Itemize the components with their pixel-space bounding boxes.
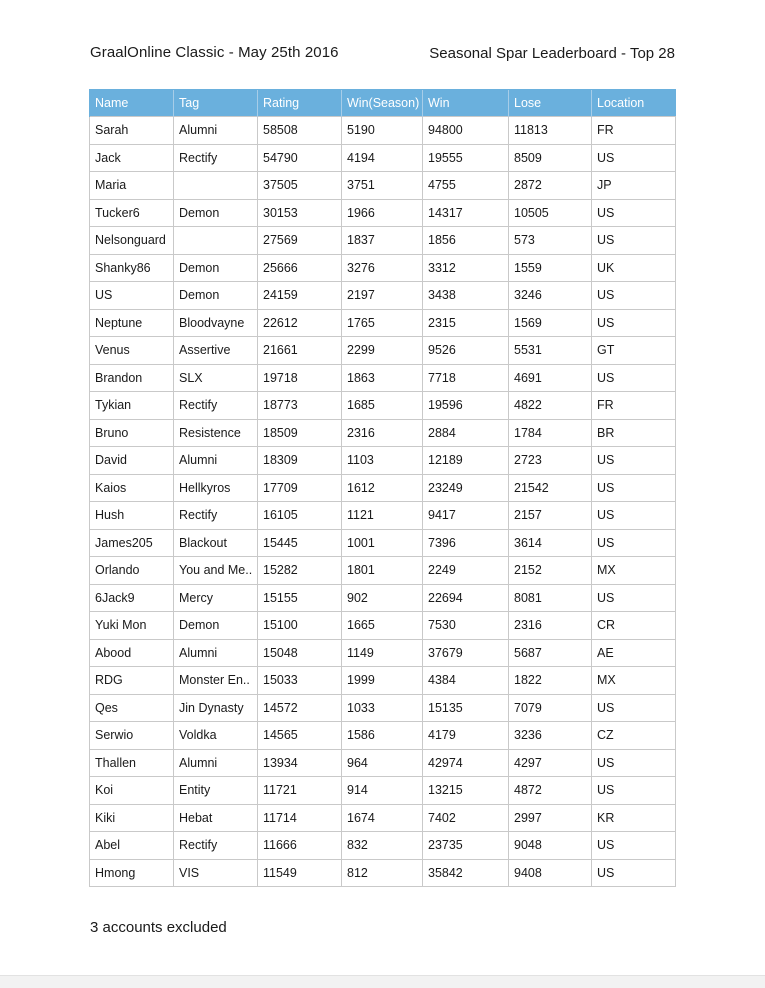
cell-location: US (592, 694, 676, 722)
cell-win: 7718 (423, 364, 509, 392)
cell-tag: Demon (174, 282, 258, 310)
table-row (90, 749, 676, 777)
cell-tag: Jin Dynasty (174, 694, 258, 722)
cell-rating: 17709 (258, 474, 342, 502)
cell-win: 4179 (423, 722, 509, 750)
column-header-tag: Tag (174, 90, 258, 117)
cell-location: US (592, 447, 676, 475)
table-row (90, 144, 676, 172)
table-row (90, 584, 676, 612)
cell-tag: Demon (174, 612, 258, 640)
cell-lose: 9408 (509, 859, 592, 887)
table-row (90, 282, 676, 310)
cell-lose: 8509 (509, 144, 592, 172)
cell-tag: Demon (174, 254, 258, 282)
cell-lose: 3236 (509, 722, 592, 750)
cell-location: US (592, 584, 676, 612)
cell-rating: 54790 (258, 144, 342, 172)
cell-win: 3438 (423, 282, 509, 310)
cell-name: Jack (90, 144, 174, 172)
table-row (90, 694, 676, 722)
cell-tag: SLX (174, 364, 258, 392)
cell-tag: Rectify (174, 392, 258, 420)
cell-rating: 22612 (258, 309, 342, 337)
cell-win: 7402 (423, 804, 509, 832)
cell-lose: 1559 (509, 254, 592, 282)
cell-rating: 30153 (258, 199, 342, 227)
cell-lose: 7079 (509, 694, 592, 722)
table-body (90, 117, 676, 887)
cell-win: 23249 (423, 474, 509, 502)
cell-name: 6Jack9 (90, 584, 174, 612)
cell-name: Hmong (90, 859, 174, 887)
table-row (90, 557, 676, 585)
cell-tag: Alumni (174, 749, 258, 777)
cell-win: 12189 (423, 447, 509, 475)
cell-location: US (592, 749, 676, 777)
cell-rating: 11549 (258, 859, 342, 887)
table-row (90, 254, 676, 282)
cell-win-season: 1121 (342, 502, 423, 530)
cell-lose: 2723 (509, 447, 592, 475)
cell-tag: Rectify (174, 832, 258, 860)
cell-lose: 21542 (509, 474, 592, 502)
cell-rating: 16105 (258, 502, 342, 530)
table-row (90, 722, 676, 750)
cell-location: US (592, 777, 676, 805)
cell-name: Hush (90, 502, 174, 530)
cell-win: 22694 (423, 584, 509, 612)
table-row (90, 777, 676, 805)
cell-win: 14317 (423, 199, 509, 227)
cell-name: Kaios (90, 474, 174, 502)
cell-win: 15135 (423, 694, 509, 722)
cell-win: 9417 (423, 502, 509, 530)
cell-tag: Bloodvayne (174, 309, 258, 337)
cell-name: James205 (90, 529, 174, 557)
cell-tag: Alumni (174, 639, 258, 667)
cell-tag (174, 172, 258, 200)
cell-name: Nelsonguard (90, 227, 174, 255)
cell-location: MX (592, 667, 676, 695)
cell-location: FR (592, 392, 676, 420)
cell-win: 7396 (423, 529, 509, 557)
cell-lose: 1784 (509, 419, 592, 447)
table-header-row (90, 90, 676, 117)
cell-name: Tykian (90, 392, 174, 420)
cell-location: US (592, 227, 676, 255)
cell-location: US (592, 364, 676, 392)
cell-win: 94800 (423, 117, 509, 145)
cell-name: Venus (90, 337, 174, 365)
cell-win-season: 5190 (342, 117, 423, 145)
cell-win-season: 1612 (342, 474, 423, 502)
cell-tag: Hellkyros (174, 474, 258, 502)
cell-tag: Demon (174, 199, 258, 227)
cell-rating: 21661 (258, 337, 342, 365)
cell-win-season: 1765 (342, 309, 423, 337)
cell-win-season: 1863 (342, 364, 423, 392)
cell-win-season: 1999 (342, 667, 423, 695)
table-row (90, 227, 676, 255)
cell-rating: 11714 (258, 804, 342, 832)
cell-name: Orlando (90, 557, 174, 585)
cell-location: UK (592, 254, 676, 282)
cell-name: Qes (90, 694, 174, 722)
cell-lose: 4691 (509, 364, 592, 392)
viewer-bottom-bar (0, 975, 765, 988)
table-row (90, 639, 676, 667)
column-header-lose: Lose (509, 90, 592, 117)
cell-name: Koi (90, 777, 174, 805)
cell-lose: 2157 (509, 502, 592, 530)
cell-lose: 9048 (509, 832, 592, 860)
cell-rating: 11666 (258, 832, 342, 860)
cell-win-season: 1103 (342, 447, 423, 475)
cell-lose: 3246 (509, 282, 592, 310)
cell-location: US (592, 144, 676, 172)
cell-lose: 4822 (509, 392, 592, 420)
table-row (90, 502, 676, 530)
cell-rating: 15445 (258, 529, 342, 557)
cell-location: CR (592, 612, 676, 640)
cell-location: JP (592, 172, 676, 200)
cell-win-season: 1837 (342, 227, 423, 255)
cell-rating: 24159 (258, 282, 342, 310)
column-header-rating: Rating (258, 90, 342, 117)
cell-win-season: 1685 (342, 392, 423, 420)
cell-rating: 19718 (258, 364, 342, 392)
cell-location: FR (592, 117, 676, 145)
cell-tag: VIS (174, 859, 258, 887)
column-header-location: Location (592, 90, 676, 117)
cell-name: Thallen (90, 749, 174, 777)
leaderboard-table (89, 89, 676, 887)
cell-win: 23735 (423, 832, 509, 860)
cell-rating: 27569 (258, 227, 342, 255)
table-row (90, 199, 676, 227)
cell-tag: Rectify (174, 502, 258, 530)
cell-name: Bruno (90, 419, 174, 447)
cell-win-season: 1966 (342, 199, 423, 227)
cell-rating: 58508 (258, 117, 342, 145)
cell-win: 13215 (423, 777, 509, 805)
cell-win-season: 812 (342, 859, 423, 887)
cell-win-season: 914 (342, 777, 423, 805)
cell-win: 1856 (423, 227, 509, 255)
cell-name: Shanky86 (90, 254, 174, 282)
cell-tag: Resistence (174, 419, 258, 447)
cell-win: 3312 (423, 254, 509, 282)
table-row (90, 392, 676, 420)
cell-lose: 5687 (509, 639, 592, 667)
cell-lose: 5531 (509, 337, 592, 365)
cell-lose: 1822 (509, 667, 592, 695)
cell-win: 2249 (423, 557, 509, 585)
cell-name: David (90, 447, 174, 475)
cell-rating: 15155 (258, 584, 342, 612)
cell-lose: 2997 (509, 804, 592, 832)
cell-win: 35842 (423, 859, 509, 887)
cell-lose: 3614 (509, 529, 592, 557)
cell-tag: Alumni (174, 447, 258, 475)
cell-win-season: 2299 (342, 337, 423, 365)
cell-win: 2315 (423, 309, 509, 337)
page-title-right: Seasonal Spar Leaderboard - Top 28 (429, 45, 675, 62)
cell-rating: 18509 (258, 419, 342, 447)
table-row (90, 337, 676, 365)
cell-name: Serwio (90, 722, 174, 750)
cell-win: 2884 (423, 419, 509, 447)
table-row (90, 612, 676, 640)
cell-win-season: 1149 (342, 639, 423, 667)
cell-name: US (90, 282, 174, 310)
cell-tag: Voldka (174, 722, 258, 750)
cell-win-season: 1586 (342, 722, 423, 750)
cell-lose: 8081 (509, 584, 592, 612)
cell-location: US (592, 859, 676, 887)
cell-win: 4384 (423, 667, 509, 695)
cell-name: Tucker6 (90, 199, 174, 227)
cell-win-season: 2197 (342, 282, 423, 310)
cell-lose: 1569 (509, 309, 592, 337)
table-row (90, 474, 676, 502)
table-row (90, 859, 676, 887)
cell-lose: 11813 (509, 117, 592, 145)
cell-location: AE (592, 639, 676, 667)
cell-win: 19596 (423, 392, 509, 420)
cell-name: Yuki Mon (90, 612, 174, 640)
excluded-accounts-note: 3 accounts excluded (90, 919, 227, 936)
cell-name: Abood (90, 639, 174, 667)
cell-tag: Alumni (174, 117, 258, 145)
cell-location: KR (592, 804, 676, 832)
table-row (90, 804, 676, 832)
cell-rating: 13934 (258, 749, 342, 777)
cell-lose: 4872 (509, 777, 592, 805)
cell-win: 37679 (423, 639, 509, 667)
cell-win-season: 2316 (342, 419, 423, 447)
cell-tag (174, 227, 258, 255)
cell-tag: Monster En.. (174, 667, 258, 695)
cell-location: GT (592, 337, 676, 365)
cell-rating: 15282 (258, 557, 342, 585)
cell-win-season: 832 (342, 832, 423, 860)
cell-name: Maria (90, 172, 174, 200)
cell-location: US (592, 529, 676, 557)
cell-lose: 2152 (509, 557, 592, 585)
cell-win: 42974 (423, 749, 509, 777)
table-row (90, 447, 676, 475)
table-row (90, 419, 676, 447)
cell-win: 7530 (423, 612, 509, 640)
column-header-win: Win (423, 90, 509, 117)
column-header-win-season: Win(Season) (342, 90, 423, 117)
cell-tag: Rectify (174, 144, 258, 172)
cell-win: 4755 (423, 172, 509, 200)
cell-lose: 2316 (509, 612, 592, 640)
cell-location: US (592, 309, 676, 337)
cell-lose: 573 (509, 227, 592, 255)
table-row (90, 309, 676, 337)
cell-location: US (592, 502, 676, 530)
cell-win-season: 4194 (342, 144, 423, 172)
cell-rating: 15100 (258, 612, 342, 640)
cell-win: 9526 (423, 337, 509, 365)
cell-location: US (592, 282, 676, 310)
table-row (90, 364, 676, 392)
cell-location: MX (592, 557, 676, 585)
cell-win-season: 1001 (342, 529, 423, 557)
cell-rating: 18773 (258, 392, 342, 420)
cell-win-season: 1033 (342, 694, 423, 722)
cell-tag: You and Me.. (174, 557, 258, 585)
cell-tag: Mercy (174, 584, 258, 612)
cell-name: Abel (90, 832, 174, 860)
table-row (90, 117, 676, 145)
cell-win-season: 1674 (342, 804, 423, 832)
cell-tag: Blackout (174, 529, 258, 557)
cell-rating: 18309 (258, 447, 342, 475)
cell-win: 19555 (423, 144, 509, 172)
cell-tag: Hebat (174, 804, 258, 832)
cell-name: Brandon (90, 364, 174, 392)
cell-lose: 2872 (509, 172, 592, 200)
cell-tag: Assertive (174, 337, 258, 365)
cell-name: Neptune (90, 309, 174, 337)
cell-rating: 14572 (258, 694, 342, 722)
cell-rating: 11721 (258, 777, 342, 805)
cell-win-season: 3751 (342, 172, 423, 200)
table-row (90, 667, 676, 695)
column-header-name: Name (90, 90, 174, 117)
cell-lose: 4297 (509, 749, 592, 777)
cell-win-season: 1665 (342, 612, 423, 640)
cell-name: RDG (90, 667, 174, 695)
cell-location: US (592, 832, 676, 860)
cell-location: BR (592, 419, 676, 447)
cell-win-season: 3276 (342, 254, 423, 282)
cell-rating: 14565 (258, 722, 342, 750)
cell-rating: 37505 (258, 172, 342, 200)
cell-rating: 25666 (258, 254, 342, 282)
cell-win-season: 1801 (342, 557, 423, 585)
table-row (90, 172, 676, 200)
cell-win-season: 902 (342, 584, 423, 612)
cell-name: Kiki (90, 804, 174, 832)
cell-location: US (592, 474, 676, 502)
page-title-left: GraalOnline Classic - May 25th 2016 (90, 44, 339, 61)
cell-location: US (592, 199, 676, 227)
cell-rating: 15048 (258, 639, 342, 667)
cell-name: Sarah (90, 117, 174, 145)
cell-location: CZ (592, 722, 676, 750)
table-row (90, 832, 676, 860)
table-row (90, 529, 676, 557)
cell-win-season: 964 (342, 749, 423, 777)
cell-tag: Entity (174, 777, 258, 805)
cell-rating: 15033 (258, 667, 342, 695)
cell-lose: 10505 (509, 199, 592, 227)
